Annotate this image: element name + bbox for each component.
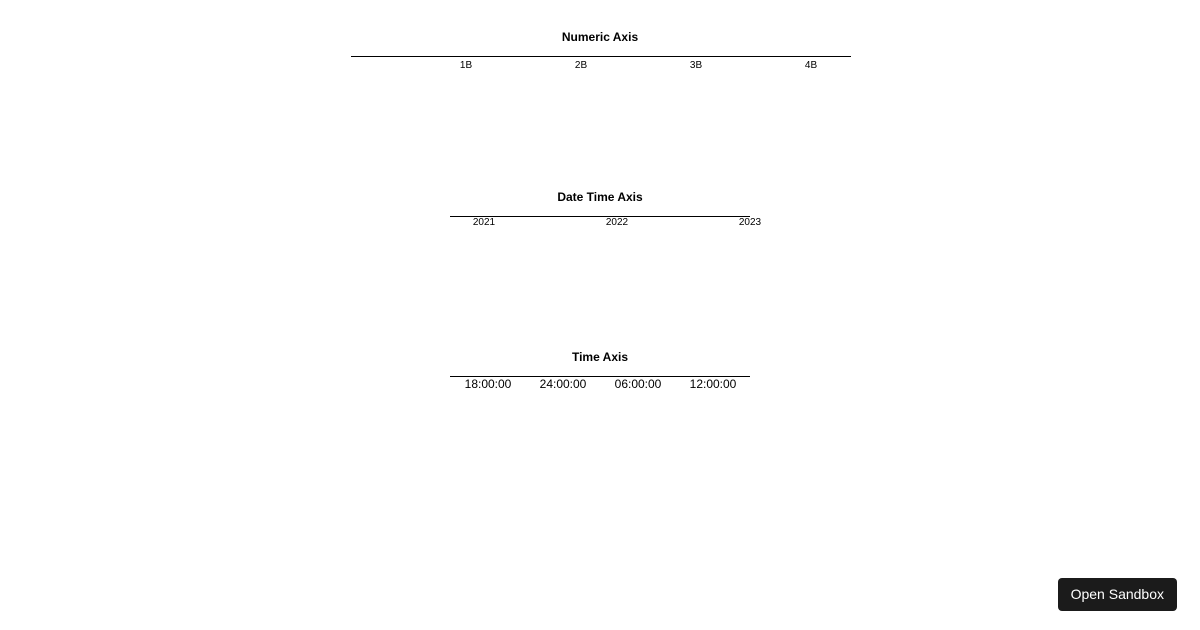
tick-label: 06:00:00	[614, 377, 662, 391]
tick-label: 2021	[472, 217, 496, 228]
tick-label: 18:00:00	[464, 377, 512, 391]
numeric-axis-line	[351, 56, 851, 57]
numeric-axis-title: Numeric Axis	[561, 30, 639, 44]
tick-label: 3B	[689, 60, 703, 71]
tick-label: 12:00:00	[689, 377, 737, 391]
time-axis-title: Time Axis	[571, 350, 629, 364]
tick-label: 4B	[804, 60, 818, 71]
datetime-axis-title: Date Time Axis	[557, 190, 643, 204]
tick-label: 24:00:00	[539, 377, 587, 391]
tick-label: 2023	[738, 217, 762, 228]
open-sandbox-button[interactable]: Open Sandbox	[1058, 578, 1177, 611]
tick-label: 2B	[574, 60, 588, 71]
tick-label: 2022	[605, 217, 629, 228]
tick-label: 1B	[459, 60, 473, 71]
